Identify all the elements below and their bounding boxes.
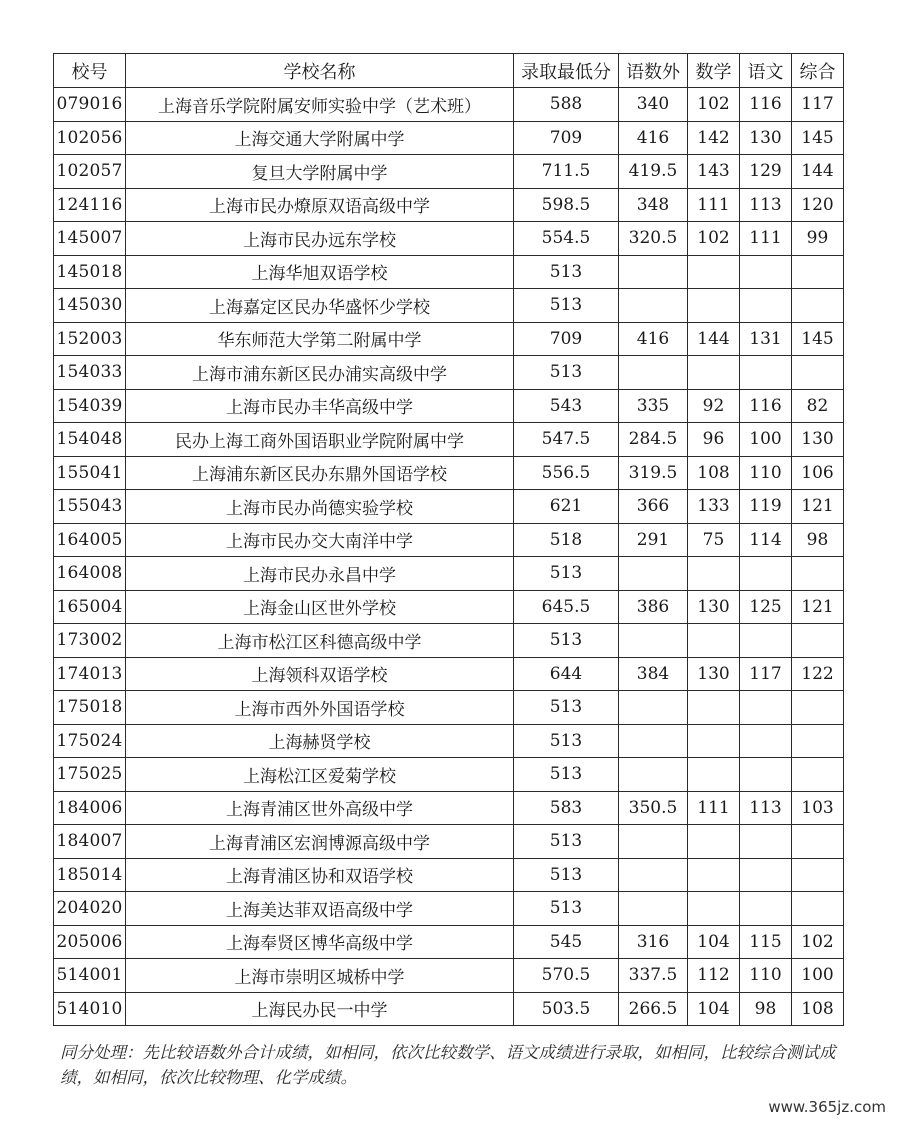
chinese-cell: 115 <box>740 925 792 959</box>
school-name-cell: 上海市民办燎原双语高级中学 <box>126 188 514 222</box>
min-score-cell: 644 <box>514 657 619 691</box>
math-cell: 143 <box>688 155 740 189</box>
table-row <box>54 255 844 289</box>
chn-math-eng-cell: 386 <box>619 590 688 624</box>
math-cell: 130 <box>688 657 740 691</box>
comprehensive-cell <box>792 858 844 892</box>
table-body <box>54 88 844 1026</box>
comprehensive-cell: 108 <box>792 992 844 1026</box>
comprehensive-cell <box>792 356 844 390</box>
school-name-cell: 上海民办民一中学 <box>126 992 514 1026</box>
chinese-cell <box>740 356 792 390</box>
min-score-cell: 709 <box>514 121 619 155</box>
school-code-cell: 154033 <box>54 356 126 390</box>
chn-math-eng-cell: 337.5 <box>619 959 688 993</box>
chn-math-eng-cell: 384 <box>619 657 688 691</box>
school-code-cell: 165004 <box>54 590 126 624</box>
math-cell <box>688 255 740 289</box>
school-code-cell: 514001 <box>54 959 126 993</box>
min-score-cell: 583 <box>514 791 619 825</box>
comprehensive-cell: 122 <box>792 657 844 691</box>
school-code-cell: 102056 <box>54 121 126 155</box>
math-cell: 133 <box>688 490 740 524</box>
comprehensive-cell: 117 <box>792 88 844 122</box>
chinese-cell <box>740 825 792 859</box>
school-name-cell: 上海市浦东新区民办浦实高级中学 <box>126 356 514 390</box>
comprehensive-cell <box>792 557 844 591</box>
school-name-cell: 上海市民办远东学校 <box>126 222 514 256</box>
school-code-cell: 175024 <box>54 724 126 758</box>
table-row <box>54 624 844 658</box>
header-chn-math-eng: 语数外 <box>619 54 688 88</box>
math-cell: 144 <box>688 322 740 356</box>
min-score-cell: 513 <box>514 858 619 892</box>
table-row <box>54 88 844 122</box>
math-cell: 111 <box>688 791 740 825</box>
chn-math-eng-cell: 419.5 <box>619 155 688 189</box>
min-score-cell: 543 <box>514 389 619 423</box>
school-name-cell: 上海市西外外国语学校 <box>126 691 514 725</box>
min-score-cell: 513 <box>514 724 619 758</box>
school-code-cell: 124116 <box>54 188 126 222</box>
min-score-cell: 556.5 <box>514 456 619 490</box>
comprehensive-cell: 103 <box>792 791 844 825</box>
school-name-cell: 上海青浦区协和双语学校 <box>126 858 514 892</box>
chinese-cell: 110 <box>740 456 792 490</box>
chn-math-eng-cell: 284.5 <box>619 423 688 457</box>
school-name-cell: 民办上海工商外国语职业学院附属中学 <box>126 423 514 457</box>
chn-math-eng-cell <box>619 624 688 658</box>
table-row <box>54 657 844 691</box>
chn-math-eng-cell <box>619 892 688 926</box>
table-row <box>54 590 844 624</box>
chinese-cell: 116 <box>740 389 792 423</box>
comprehensive-cell: 102 <box>792 925 844 959</box>
table-row <box>54 155 844 189</box>
math-cell <box>688 356 740 390</box>
chn-math-eng-cell: 319.5 <box>619 456 688 490</box>
chinese-cell: 131 <box>740 322 792 356</box>
math-cell <box>688 289 740 323</box>
table-row <box>54 523 844 557</box>
math-cell: 102 <box>688 222 740 256</box>
min-score-cell: 513 <box>514 289 619 323</box>
school-name-cell: 上海市崇明区城桥中学 <box>126 959 514 993</box>
math-cell <box>688 624 740 658</box>
school-name-cell: 上海市民办丰华高级中学 <box>126 389 514 423</box>
chinese-cell <box>740 758 792 792</box>
chinese-cell <box>740 289 792 323</box>
school-name-cell: 上海市民办交大南洋中学 <box>126 523 514 557</box>
chinese-cell: 119 <box>740 490 792 524</box>
min-score-cell: 513 <box>514 557 619 591</box>
header-math: 数学 <box>688 54 740 88</box>
table-row <box>54 322 844 356</box>
school-code-cell: 205006 <box>54 925 126 959</box>
comprehensive-cell: 82 <box>792 389 844 423</box>
school-name-cell: 上海领科双语学校 <box>126 657 514 691</box>
comprehensive-cell: 99 <box>792 222 844 256</box>
school-name-cell: 上海青浦区宏润博源高级中学 <box>126 825 514 859</box>
admission-score-table <box>53 53 844 1026</box>
watermark: www.365jz.com <box>768 1098 886 1116</box>
school-name-cell: 上海交通大学附属中学 <box>126 121 514 155</box>
chn-math-eng-cell: 416 <box>619 322 688 356</box>
min-score-cell: 513 <box>514 624 619 658</box>
school-code-cell: 174013 <box>54 657 126 691</box>
chn-math-eng-cell <box>619 858 688 892</box>
chn-math-eng-cell: 366 <box>619 490 688 524</box>
table-row <box>54 825 844 859</box>
math-cell: 104 <box>688 925 740 959</box>
school-code-cell: 152003 <box>54 322 126 356</box>
table-row <box>54 925 844 959</box>
math-cell <box>688 557 740 591</box>
min-score-cell: 547.5 <box>514 423 619 457</box>
school-name-cell: 上海赫贤学校 <box>126 724 514 758</box>
min-score-cell: 513 <box>514 691 619 725</box>
table-row <box>54 858 844 892</box>
min-score-cell: 588 <box>514 88 619 122</box>
school-code-cell: 154039 <box>54 389 126 423</box>
chinese-cell: 116 <box>740 88 792 122</box>
min-score-cell: 570.5 <box>514 959 619 993</box>
math-cell: 112 <box>688 959 740 993</box>
school-code-cell: 185014 <box>54 858 126 892</box>
comprehensive-cell: 145 <box>792 322 844 356</box>
min-score-cell: 621 <box>514 490 619 524</box>
school-code-cell: 175025 <box>54 758 126 792</box>
school-name-cell: 上海浦东新区民办东鼎外国语学校 <box>126 456 514 490</box>
school-name-cell: 上海金山区世外学校 <box>126 590 514 624</box>
math-cell: 75 <box>688 523 740 557</box>
school-code-cell: 155043 <box>54 490 126 524</box>
school-name-cell: 上海青浦区世外高级中学 <box>126 791 514 825</box>
math-cell: 111 <box>688 188 740 222</box>
min-score-cell: 513 <box>514 255 619 289</box>
comprehensive-cell <box>792 691 844 725</box>
comprehensive-cell <box>792 825 844 859</box>
table-row <box>54 490 844 524</box>
school-code-cell: 145030 <box>54 289 126 323</box>
math-cell: 130 <box>688 590 740 624</box>
table-row <box>54 188 844 222</box>
math-cell <box>688 691 740 725</box>
chinese-cell: 114 <box>740 523 792 557</box>
header-school-name: 学校名称 <box>126 54 514 88</box>
chinese-cell: 111 <box>740 222 792 256</box>
school-name-cell: 上海市民办尚德实验学校 <box>126 490 514 524</box>
comprehensive-cell: 120 <box>792 188 844 222</box>
chn-math-eng-cell: 320.5 <box>619 222 688 256</box>
chinese-cell <box>740 892 792 926</box>
chinese-cell <box>740 691 792 725</box>
min-score-cell: 645.5 <box>514 590 619 624</box>
min-score-cell: 545 <box>514 925 619 959</box>
comprehensive-cell <box>792 892 844 926</box>
table-row <box>54 222 844 256</box>
school-code-cell: 173002 <box>54 624 126 658</box>
min-score-cell: 513 <box>514 356 619 390</box>
math-cell: 142 <box>688 121 740 155</box>
chinese-cell <box>740 255 792 289</box>
chinese-cell: 113 <box>740 791 792 825</box>
table-row <box>54 289 844 323</box>
comprehensive-cell: 145 <box>792 121 844 155</box>
comprehensive-cell <box>792 758 844 792</box>
chn-math-eng-cell: 350.5 <box>619 791 688 825</box>
chn-math-eng-cell <box>619 356 688 390</box>
table-row <box>54 724 844 758</box>
chn-math-eng-cell <box>619 255 688 289</box>
chn-math-eng-cell: 291 <box>619 523 688 557</box>
school-code-cell: 145007 <box>54 222 126 256</box>
school-code-cell: 145018 <box>54 255 126 289</box>
school-name-cell: 复旦大学附属中学 <box>126 155 514 189</box>
chn-math-eng-cell <box>619 724 688 758</box>
table-row <box>54 389 844 423</box>
header-min-score: 录取最低分 <box>514 54 619 88</box>
table-row <box>54 423 844 457</box>
comprehensive-cell: 121 <box>792 590 844 624</box>
school-name-cell: 上海松江区爱菊学校 <box>126 758 514 792</box>
min-score-cell: 598.5 <box>514 188 619 222</box>
school-code-cell: 204020 <box>54 892 126 926</box>
chinese-cell: 110 <box>740 959 792 993</box>
chn-math-eng-cell <box>619 289 688 323</box>
chinese-cell: 129 <box>740 155 792 189</box>
math-cell <box>688 825 740 859</box>
chinese-cell <box>740 557 792 591</box>
school-code-cell: 184007 <box>54 825 126 859</box>
chinese-cell <box>740 858 792 892</box>
school-code-cell: 184006 <box>54 791 126 825</box>
comprehensive-cell <box>792 624 844 658</box>
chinese-cell: 130 <box>740 121 792 155</box>
chinese-cell <box>740 624 792 658</box>
comprehensive-cell: 98 <box>792 523 844 557</box>
school-name-cell: 上海奉贤区博华高级中学 <box>126 925 514 959</box>
header-comprehensive: 综合 <box>792 54 844 88</box>
min-score-cell: 513 <box>514 758 619 792</box>
chn-math-eng-cell <box>619 758 688 792</box>
table-row <box>54 959 844 993</box>
chn-math-eng-cell <box>619 691 688 725</box>
min-score-cell: 513 <box>514 825 619 859</box>
table-row <box>54 992 844 1026</box>
math-cell: 96 <box>688 423 740 457</box>
table-row <box>54 791 844 825</box>
comprehensive-cell <box>792 724 844 758</box>
comprehensive-cell: 106 <box>792 456 844 490</box>
math-cell <box>688 892 740 926</box>
school-name-cell: 上海音乐学院附属安师实验中学（艺术班） <box>126 88 514 122</box>
chn-math-eng-cell: 316 <box>619 925 688 959</box>
school-code-cell: 154048 <box>54 423 126 457</box>
min-score-cell: 709 <box>514 322 619 356</box>
school-name-cell: 上海市民办永昌中学 <box>126 557 514 591</box>
table-row <box>54 892 844 926</box>
school-code-cell: 164008 <box>54 557 126 591</box>
table-row <box>54 691 844 725</box>
min-score-cell: 503.5 <box>514 992 619 1026</box>
chn-math-eng-cell <box>619 825 688 859</box>
chn-math-eng-cell: 416 <box>619 121 688 155</box>
school-name-cell: 上海华旭双语学校 <box>126 255 514 289</box>
table-header-row <box>54 54 844 88</box>
school-code-cell: 102057 <box>54 155 126 189</box>
comprehensive-cell: 144 <box>792 155 844 189</box>
chn-math-eng-cell <box>619 557 688 591</box>
chinese-cell: 125 <box>740 590 792 624</box>
school-name-cell: 上海市松江区科德高级中学 <box>126 624 514 658</box>
chinese-cell: 100 <box>740 423 792 457</box>
school-code-cell: 175018 <box>54 691 126 725</box>
header-school-code: 校号 <box>54 54 126 88</box>
math-cell <box>688 724 740 758</box>
school-name-cell: 华东师范大学第二附属中学 <box>126 322 514 356</box>
chn-math-eng-cell: 335 <box>619 389 688 423</box>
table-row <box>54 557 844 591</box>
school-code-cell: 155041 <box>54 456 126 490</box>
header-chinese: 语文 <box>740 54 792 88</box>
chinese-cell: 117 <box>740 657 792 691</box>
math-cell: 108 <box>688 456 740 490</box>
chn-math-eng-cell: 340 <box>619 88 688 122</box>
school-code-cell: 514010 <box>54 992 126 1026</box>
school-name-cell: 上海嘉定区民办华盛怀少学校 <box>126 289 514 323</box>
table-row <box>54 758 844 792</box>
comprehensive-cell: 121 <box>792 490 844 524</box>
min-score-cell: 513 <box>514 892 619 926</box>
comprehensive-cell <box>792 289 844 323</box>
math-cell <box>688 758 740 792</box>
school-code-cell: 164005 <box>54 523 126 557</box>
chinese-cell: 98 <box>740 992 792 1026</box>
comprehensive-cell <box>792 255 844 289</box>
min-score-cell: 518 <box>514 523 619 557</box>
min-score-cell: 711.5 <box>514 155 619 189</box>
comprehensive-cell: 130 <box>792 423 844 457</box>
table-row <box>54 356 844 390</box>
chinese-cell <box>740 724 792 758</box>
table-row <box>54 456 844 490</box>
tie-break-note: 同分处理：先比较语数外合计成绩，如相同，依次比较数学、语文成绩进行录取，如相同，比较综合测试成绩，如相同，依次比较物理、化学成绩。 <box>60 1043 836 1087</box>
chinese-cell: 113 <box>740 188 792 222</box>
min-score-cell: 554.5 <box>514 222 619 256</box>
comprehensive-cell: 100 <box>792 959 844 993</box>
chn-math-eng-cell: 266.5 <box>619 992 688 1026</box>
chn-math-eng-cell: 348 <box>619 188 688 222</box>
table-row <box>54 121 844 155</box>
math-cell: 102 <box>688 88 740 122</box>
math-cell: 92 <box>688 389 740 423</box>
math-cell <box>688 858 740 892</box>
school-name-cell: 上海美达菲双语高级中学 <box>126 892 514 926</box>
math-cell: 104 <box>688 992 740 1026</box>
school-code-cell: 079016 <box>54 88 126 122</box>
